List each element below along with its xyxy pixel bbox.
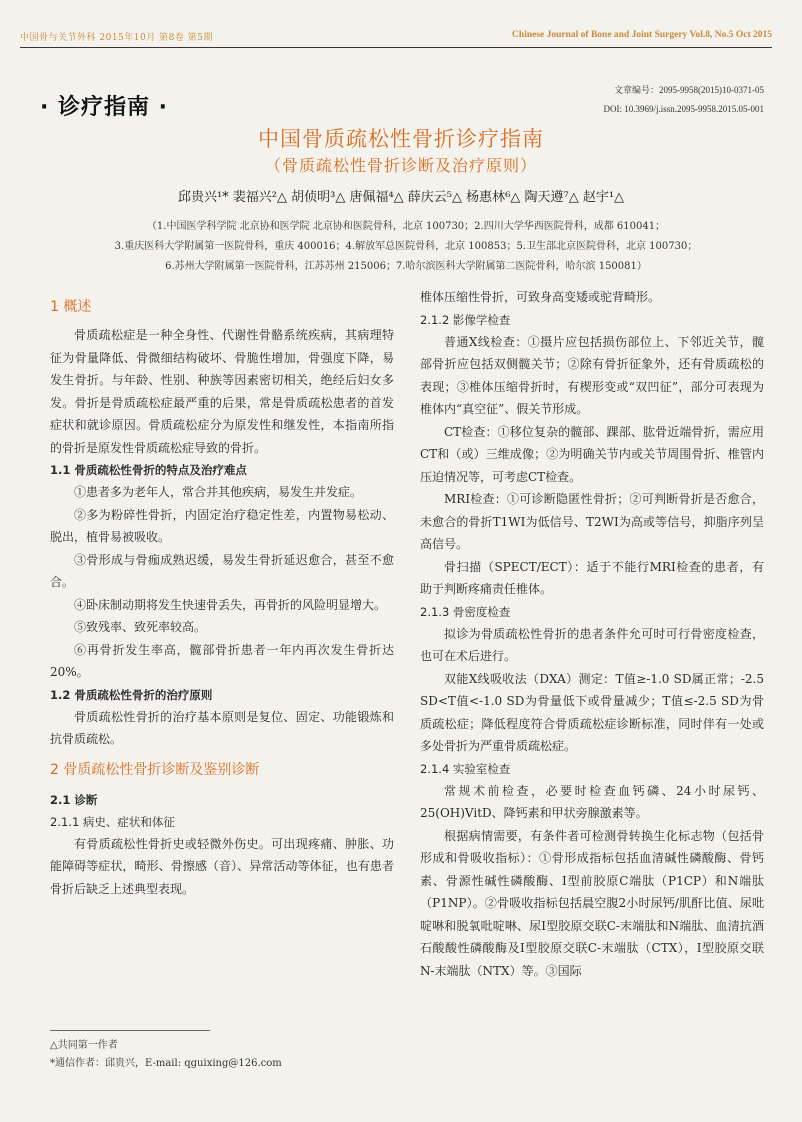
paragraph: 双能X线吸收法（DXA）测定：T值≥-1.0 SD属正常；-2.5 SD<T值<-1.0 SD为骨量低下或骨量减少；T值≤-2.5 SD为骨质疏松症；降低程度符合骨质疏松症诊断标准，同时伴有一处或多处骨折为严重骨质疏松症。 xyxy=(420,671,764,753)
subsection-heading: 1.2 骨质疏松性骨折的治疗原则 xyxy=(50,687,213,702)
affiliation-line: 3.重庆医科大学附属第一医院骨科，重庆 400016；4.解放军总医院骨科，北京 100853；5.卫生部北京医院骨科，北京 100730； xyxy=(114,241,698,252)
paragraph: CT检查：①移位复杂的髋部、踝部、肱骨近端骨折，需应用CT和（或）三维成像；②为明确关节内或关节周围骨折、椎管内压迫情况等，可考虑CT检查。 xyxy=(420,424,764,484)
affiliations xyxy=(50,217,762,277)
paragraph: 骨质疏松症是一种全身性、代谢性骨骼系统疾病，其病理特征为骨量降低、骨微细结构破坏、骨脆性增加，骨强度下降，易发生骨折。与年龄、性别、种族等因素密切相关，绝经后妇女多发。骨折是骨质疏松症最严重的后果，常是骨质疏松患者的首发症状和就诊原因。骨质疏松症分为原发性和继发性，本指南所指的骨折是原发性骨质疏松症导致的骨折。 xyxy=(50,328,394,455)
right-column xyxy=(420,286,764,982)
paragraph: 椎体压缩性骨折，可致身高变矮或驼背畸形。 xyxy=(420,290,661,304)
article-number: 文章编号：2095-9958(2015)10-0371-05 xyxy=(614,85,764,95)
list-item: ③骨形成与骨痂成熟迟缓，易发生骨折延迟愈合，甚至不愈合。 xyxy=(50,552,394,589)
article-title: 中国骨质疏松性骨折诊疗指南 xyxy=(258,127,544,151)
paragraph: 根据病情需要，有条件者可检测骨转换生化标志物（包括骨形成和骨吸收指标）：①骨形成指标包括血清碱性磷酸酶、骨钙素、骨源性碱性磷酸酶、I型前胶原C端肽（P1CP）和N端肽（P1NP）。②骨吸收指标包括晨空腹2小时尿钙/肌酐比值、尿吡啶啉和脱氧吡啶啉、尿I型胶原交联C-末端肽和N端肽、血清抗酒石酸酸性磷酸酶及I型胶原交联C-末端肽（CTX），I型胶原交联N-末端肽（NTX）等。③国际 xyxy=(420,828,764,978)
paragraph: 拟诊为骨质疏松性骨折的患者条件允可时可行骨密度检查，也可在术后进行。 xyxy=(420,626,764,663)
section-tag: · 诊疗指南 · xyxy=(40,95,169,120)
list-item: ②多为粉碎性骨折，内固定治疗稳定性差，内置物易松动、脱出，植骨易被吸收。 xyxy=(50,507,394,544)
author-list: 邱贵兴¹* 裴福兴²△ 胡侦明³△ 唐佩福⁴△ 薛庆云⁵△ 杨惠林⁶△ 陶天遵⁷△ 赵宇¹△ xyxy=(177,190,625,205)
running-header-right: Chinese Journal of Bone and Joint Surgery Vol.8, No.5 Oct 2015 xyxy=(512,30,772,40)
footnote-rule xyxy=(50,1030,210,1031)
left-column xyxy=(50,292,394,900)
subsection-heading: 1.1 骨质疏松性骨折的特点及治疗难点 xyxy=(50,463,247,477)
paragraph: 有骨质疏松性骨折史或轻微外伤史。可出现疼痛、肿胀、功能障碍等症状，畸形、骨擦感（音）、异常活动等体征，也有患者骨折后缺乏上述典型表现。 xyxy=(50,836,394,896)
header-rule xyxy=(20,47,772,48)
subsubsection-heading: 2.1.3 骨密度检查 xyxy=(420,604,511,619)
subsubsection-heading: 2.1.4 实验室检查 xyxy=(420,761,511,776)
paragraph: 骨质疏松性骨折的治疗基本原则是复位、固定、功能锻炼和抗骨质疏松。 xyxy=(50,709,394,746)
list-item: ①患者多为老年人，常合并其他疾病，易发生并发症。 xyxy=(74,485,363,499)
section-heading: 1 概述 xyxy=(50,299,92,315)
article-subtitle: （骨质疏松性骨折诊断及治疗原则） xyxy=(264,156,537,175)
footnote-corresponding: *通信作者：邱贵兴，E-mail: qguixing@126.com xyxy=(50,1058,282,1069)
doi: DOI: 10.3969/j.issn.2095-9958.2015.05-001 xyxy=(603,104,764,114)
running-header-left: 中国骨与关节外科 2015年10月 第8卷 第5期 xyxy=(20,33,213,43)
subsubsection-heading: 2.1.1 病史、症状和体征 xyxy=(50,814,175,829)
paragraph: 骨扫描（SPECT/ECT）：适于不能行MRI检查的患者，有助于判断疼痛责任椎体。 xyxy=(420,559,764,596)
affiliation-line: 6.苏州大学附属第一医院骨科，江苏苏州 215006；7.哈尔滨医科大学附属第二医院骨科，哈尔滨 150081） xyxy=(165,261,647,272)
subsection-heading: 2.1 诊断 xyxy=(50,792,98,807)
affiliation-line: （1.中国医学科学院 北京协和医学院 北京协和医院骨科，北京 100730；2.四川大学华西医院骨科，成都 610041； xyxy=(146,221,666,232)
list-item: ⑤致残率、致死率较高。 xyxy=(74,620,207,634)
list-item: ⑥再骨折发生率高，髋部骨折患者一年内再次发生骨折达20%。 xyxy=(50,642,394,679)
list-item: ④卧床制动期将发生快速骨丢失，再骨折的风险明显增大。 xyxy=(74,597,387,612)
paragraph: 常规术前检查，必要时检查血钙磷、24小时尿钙、25(OH)VitD、降钙素和甲状旁腺激素等。 xyxy=(420,783,764,820)
paragraph: MRI检查：①可诊断隐匿性骨折；②可判断骨折是否愈合，未愈合的骨折T1WI为低信号、T2WI为高或等信号，抑脂序列呈高信号。 xyxy=(420,492,764,551)
subsubsection-heading: 2.1.2 影像学检查 xyxy=(420,312,511,327)
paragraph: 普通X线检查：①摄片应包括损伤部位上、下邻近关节，髋部骨折应包括双侧髋关节；②除有骨折征象外，还有骨质疏松的表现；③椎体压缩骨折时，有楔形变或“双凹征”，部分可表现为椎体内“真空征”、假关节形成。 xyxy=(420,334,764,416)
footnote-cofirst: △共同第一作者 xyxy=(50,1040,118,1051)
section-heading: 2 骨质疏松性骨折诊断及鉴别诊断 xyxy=(50,761,260,778)
